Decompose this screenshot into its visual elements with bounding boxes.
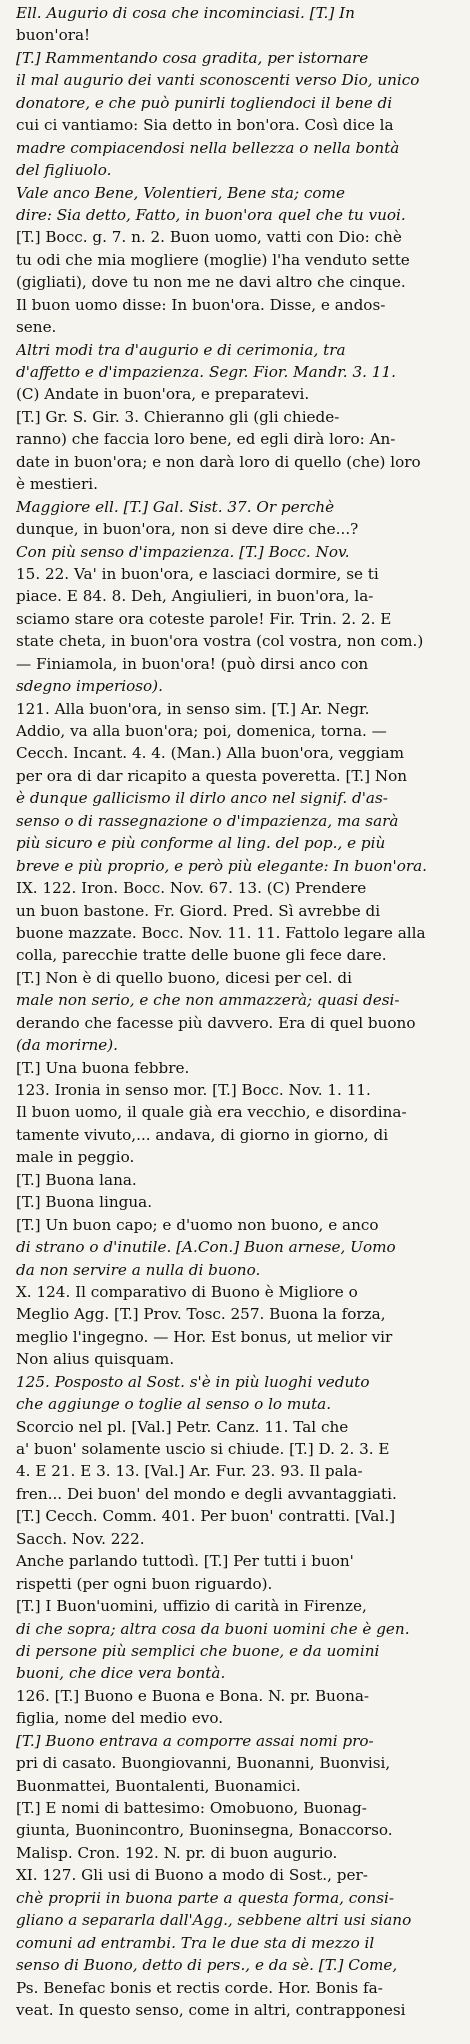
text-line: il mal augurio dei vanti sconoscenti verso Dio, unico: [16, 71, 420, 90]
text-line: ranno) che faccia loro bene, ed egli dirà loro: An-: [16, 430, 396, 449]
text-line: Sacch. Nov. 222.: [16, 1529, 145, 1548]
text-line: sene.: [16, 318, 57, 337]
text-line: [T.] Gr. S. Gir. 3. Chieranno gli (gli chiede-: [16, 407, 340, 426]
text-line: cui ci vantiamo: Sia detto in bon'ora. Così dice la: [16, 116, 394, 135]
text-line: Vale anco Bene, Volentieri, Bene sta; come: [16, 183, 345, 202]
text-line: (gigliati), dove tu non me ne davi altro che cinque.: [16, 273, 406, 292]
text-line: 4. E 21. E 3. 13. [Val.] Ar. Fur. 23. 93. Il pala-: [16, 1462, 363, 1481]
text-line: [T.] E nomi di battesimo: Omobuono, Buonag-: [16, 1799, 367, 1817]
text-line: è mestieri.: [16, 475, 98, 494]
text-line: X. 124. Il comparativo di Buono è Migliore o: [16, 1282, 358, 1301]
text-line: è dunque gallicismo il dirlo anco nel signif. d'as-: [16, 789, 388, 808]
text-line: 15. 22. Va' in buon'ora, e lasciaci dormire, se ti: [16, 564, 379, 583]
text-line: rispetti (per ogni buon riguardo).: [16, 1574, 273, 1593]
text-line: [T.] Bocc. g. 7. n. 2. Buon uomo, vatti con Dio: chè: [16, 228, 402, 247]
text-line: [T.] Buona lana.: [16, 1170, 137, 1189]
text-line: per ora di dar ricapito a questa poveretta. [T.] Non: [16, 766, 408, 785]
text-line: tamente vivuto,... andava, di giorno in giorno, di: [16, 1125, 389, 1144]
text-line: 126. [T.] Buono e Buona e Bona. N. pr. Buona-: [16, 1686, 370, 1705]
text-line: meglio l'ingegno. — Hor. Est bonus, ut melior vir: [16, 1327, 393, 1346]
text-line: Ps. Benefac bonis et rectis corde. Hor. Bonis fa-: [16, 1978, 383, 1997]
text-line: del figliuolo.: [16, 161, 112, 180]
text-line: male non serio, e che non ammazzerà; quasi desi-: [16, 991, 400, 1010]
text-line: piace. E 84. 8. Deh, Angiulieri, in buon'ora, la-: [16, 587, 374, 606]
text-line: 125. Posposto al Sost. s'è in più luoghi veduto: [16, 1372, 370, 1391]
text-line: breve e più proprio, e però più elegante: In buon'ora.: [16, 856, 428, 875]
text-line: figlia, nome del medio evo.: [16, 1709, 224, 1728]
text-line: 123. Ironia in senso mor. [T.] Bocc. Nov. 1. 11.: [16, 1081, 371, 1099]
text-line: Il buon uomo, il quale già era vecchio, e disordina-: [16, 1103, 407, 1122]
text-line: d'affetto e d'impazienza. Segr. Fior. Mandr. 3. 11.: [16, 363, 396, 381]
text-line: Meglio Agg. [T.] Prov. Tosc. 257. Buona la forza,: [16, 1305, 386, 1324]
text-line: giunta, Buonincontro, Buoninsegna, Bonaccorso.: [16, 1821, 393, 1840]
text-line: [T.] Un buon capo; e d'uomo non buono, e anco: [16, 1215, 379, 1234]
text-line: più sicuro e più conforme al ling. del pop., e più: [16, 834, 386, 853]
text-line: dire: Sia detto, Fatto, in buon'ora quel che tu vuoi.: [16, 205, 406, 224]
text-line: Ell. Augurio di cosa che incominciasi. [T.] In: [16, 4, 355, 22]
text-line: di che sopra; altra cosa da buoni uomini che è gen.: [16, 1619, 410, 1638]
text-line: Cecch. Incant. 4. 4. (Man.) Alla buon'ora, veggiam: [16, 744, 405, 763]
text-line: buone mazzate. Bocc. Nov. 11. 11. Fattolo legare alla: [16, 923, 426, 942]
text-line: a' buon' solamente uscio si chiude. [T.] D. 2. 3. E: [16, 1440, 390, 1458]
text-line: un buon bastone. Fr. Giord. Pred. Sì avrebbe di: [16, 901, 381, 920]
text-line: Anche parlando tuttodì. [T.] Per tutti i buon': [16, 1552, 354, 1571]
text-line: comuni ad entrambi. Tra le due sta di mezzo il: [16, 1933, 375, 1952]
text-line: Malisp. Cron. 192. N. pr. di buon augurio.: [16, 1843, 338, 1862]
text-line: che aggiunge o toglie al senso o lo muta.: [16, 1395, 332, 1414]
text-line: buon'ora!: [16, 26, 91, 45]
text-line: male in peggio.: [16, 1148, 135, 1167]
text-line: XI. 127. Gli usi di Buono a modo di Sost., per-: [16, 1866, 368, 1885]
text-line: [T.] Non è di quello buono, dicesi per cel. di: [16, 968, 353, 987]
text-line: [T.] Una buona febbre.: [16, 1058, 190, 1077]
text-line: [T.] Buono entrava a comporre assai nomi pro-: [16, 1731, 374, 1750]
text-line: pri di casato. Buongiovanni, Buonanni, Buonvisi,: [16, 1754, 391, 1773]
text-line: Altri modi tra d'augurio e di cerimonia, tra: [16, 340, 346, 359]
text-line: Addio, va alla buon'ora; poi, domenica, torna. —: [16, 722, 387, 740]
text-line: buoni, che dice vera bontà.: [16, 1664, 226, 1683]
text-line: [T.] I Buon'uomini, uffizio di carità in Firenze,: [16, 1597, 367, 1616]
text-line: state cheta, in buon'ora vostra (col vostra, non com.): [16, 632, 424, 651]
text-line: [T.] Cecch. Comm. 401. Per buon' contratti. [Val.]: [16, 1507, 396, 1526]
text-line: sdegno imperioso).: [16, 677, 163, 696]
text-line: sciamo stare ora coteste parole! Fir. Trin. 2. 2. E: [16, 609, 392, 628]
text-line: tu odi che mia mogliere (moglie) l'ha venduto sette: [16, 250, 410, 269]
text-line: [16, 2021, 462, 2043]
text-line: Scorcio nel pl. [Val.] Petr. Canz. 11. Tal che: [16, 1417, 349, 1436]
text-line: Il buon uomo disse: In buon'ora. Disse, e andos-: [16, 295, 386, 314]
text-line: Buonmattei, Buontalenti, Buonamici.: [16, 1776, 301, 1795]
text-line: veat. In questo senso, come in altri, contrapponesi: [16, 2000, 406, 2019]
text-line: Maggiore ell. [T.] Gal. Sist. 37. Or perchè: [16, 497, 335, 516]
text-line: (da morirne).: [16, 1036, 118, 1055]
text-line: colla, parecchie tratte delle buone gli fece dare.: [16, 946, 387, 965]
text-line: madre compiacendosi nella bellezza o nella bontà: [16, 138, 400, 157]
text-line: derando che facesse più davvero. Era di quel buono: [16, 1013, 416, 1032]
text-line: — Finiamola, in buon'ora! (può dirsi anco con: [16, 654, 369, 673]
text-line: Non alius quisquam.: [16, 1350, 175, 1369]
text-line: di strano o d'inutile. [A.Con.] Buon arnese, Uomo: [16, 1238, 396, 1257]
text-line: Con più senso d'impazienza. [T.] Bocc. Nov.: [16, 542, 350, 561]
text-line: [T.] Buona lingua.: [16, 1193, 153, 1212]
text-line: gliano a separarla dall'Agg., sebbene altri usi siano: [16, 1911, 412, 1930]
text-line: date in buon'ora; e non darà loro di quello (che) loro: [16, 452, 421, 471]
text-line: (C) Andate in buon'ora, e preparatevi.: [16, 385, 310, 404]
text-line: [T.] Rammentando cosa gradita, per istornare: [16, 48, 369, 67]
text-line: IX. 122. Iron. Bocc. Nov. 67. 13. (C) Prendere: [16, 879, 367, 898]
text-line: dunque, in buon'ora, non si deve dire che...?: [16, 520, 359, 539]
text-line: di persone più semplici che buone, e da uomini: [16, 1641, 380, 1660]
text-line: donatore, e che può punirli togliendoci il bene di: [16, 93, 393, 112]
text-line: fren... Dei buon' del mondo e degli avvantaggiati.: [16, 1484, 397, 1503]
text-line: senso o di rassegnazione o d'impazienza, ma sarà: [16, 811, 399, 830]
text-line: da non servire a nulla di buono.: [16, 1260, 261, 1279]
text-line: senso di Buono, detto di pers., e da sè. [T.] Come,: [16, 1956, 398, 1975]
text-line: 121. Alla buon'ora, in senso sim. [T.] Ar. Negr.: [16, 699, 370, 718]
text-line: chè proprii in buona parte a questa forma, consi-: [16, 1888, 394, 1907]
